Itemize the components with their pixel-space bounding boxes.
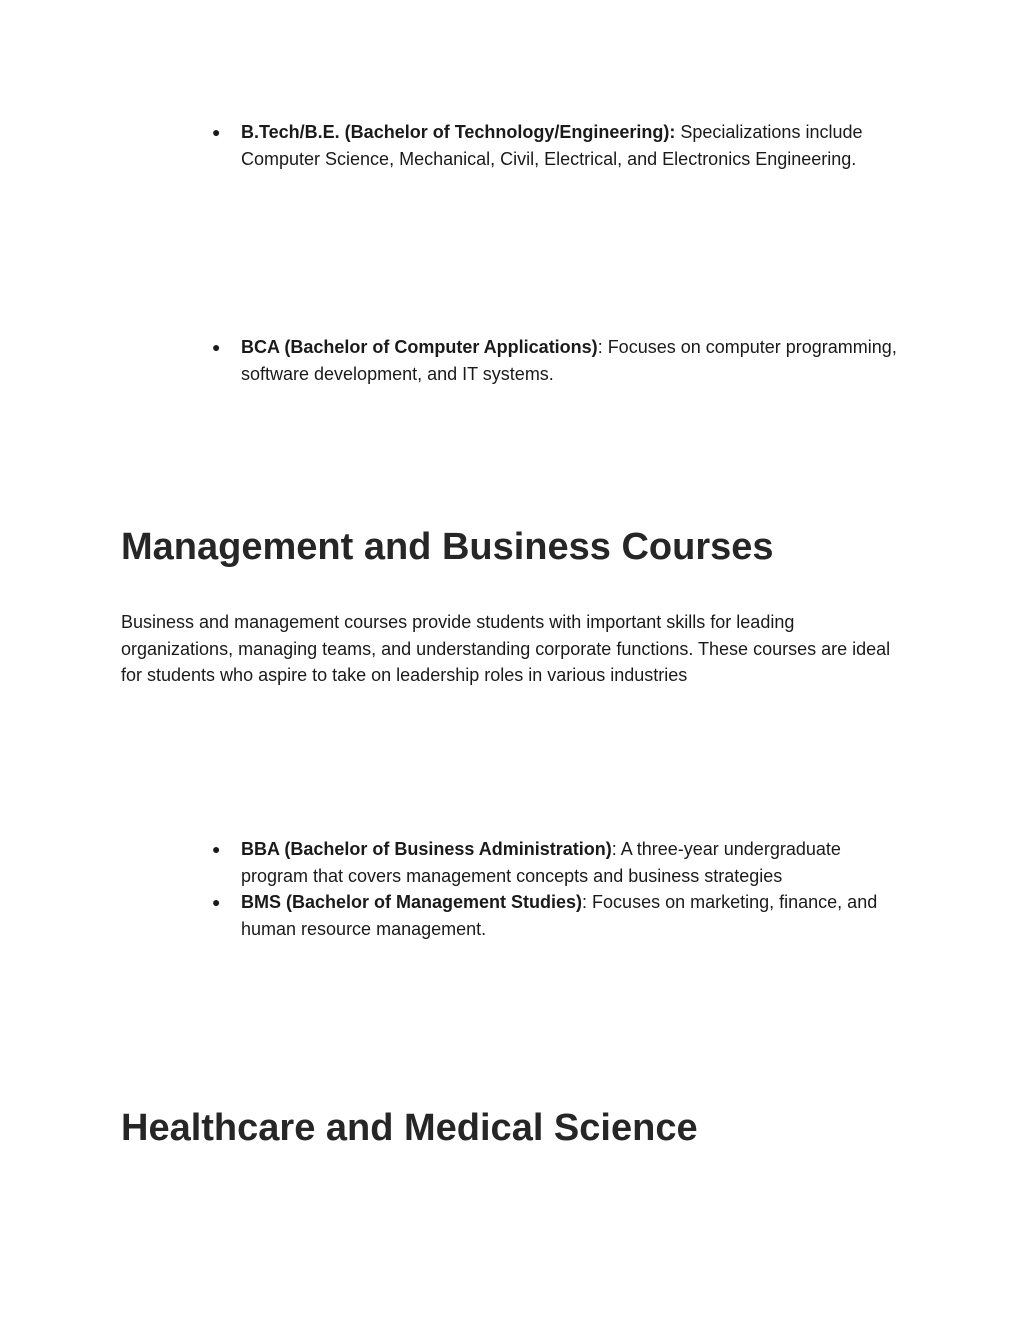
course-term: BCA (Bachelor of Computer Applications)	[241, 337, 598, 357]
course-term: BMS (Bachelor of Management Studies)	[241, 892, 583, 913]
list-item	[212, 119, 902, 172]
course-description: Specializations include Computer Science, Mechanical, Civil, Electrical, and Electronics Engineering.	[241, 122, 863, 169]
management-section-heading: Management and Business Courses	[121, 526, 774, 568]
course-description: : A three-year undergraduate program that covers management concepts and business strategies	[241, 839, 841, 886]
course-description: : Focuses on marketing, finance, and human resource management.	[241, 892, 878, 939]
course-term: BBA (Bachelor of Business Administration)	[241, 839, 612, 859]
healthcare-section-heading: Healthcare and Medical Science	[121, 1107, 698, 1149]
list-item	[212, 334, 902, 387]
bullet-icon: ●	[212, 124, 221, 140]
course-term: B.Tech/B.E. (Bachelor of Technology/Engineering):	[241, 122, 676, 142]
bullet-icon: ●	[212, 339, 221, 355]
bullet-icon: ●	[212, 841, 221, 857]
computer-course-list	[212, 334, 902, 387]
bullet-icon: ●	[212, 894, 221, 911]
management-course-list	[212, 836, 902, 942]
engineering-course-list	[212, 119, 902, 172]
list-item	[212, 889, 902, 942]
management-section-paragraph: Business and management courses provide students with important skills for leading organizations, managing teams, and understanding corporate functions. These courses are ideal for students who aspire to take on leadership roles in various industries	[121, 612, 891, 686]
list-item	[212, 836, 902, 889]
course-description: : Focuses on computer programming, software development, and IT systems.	[241, 337, 897, 384]
